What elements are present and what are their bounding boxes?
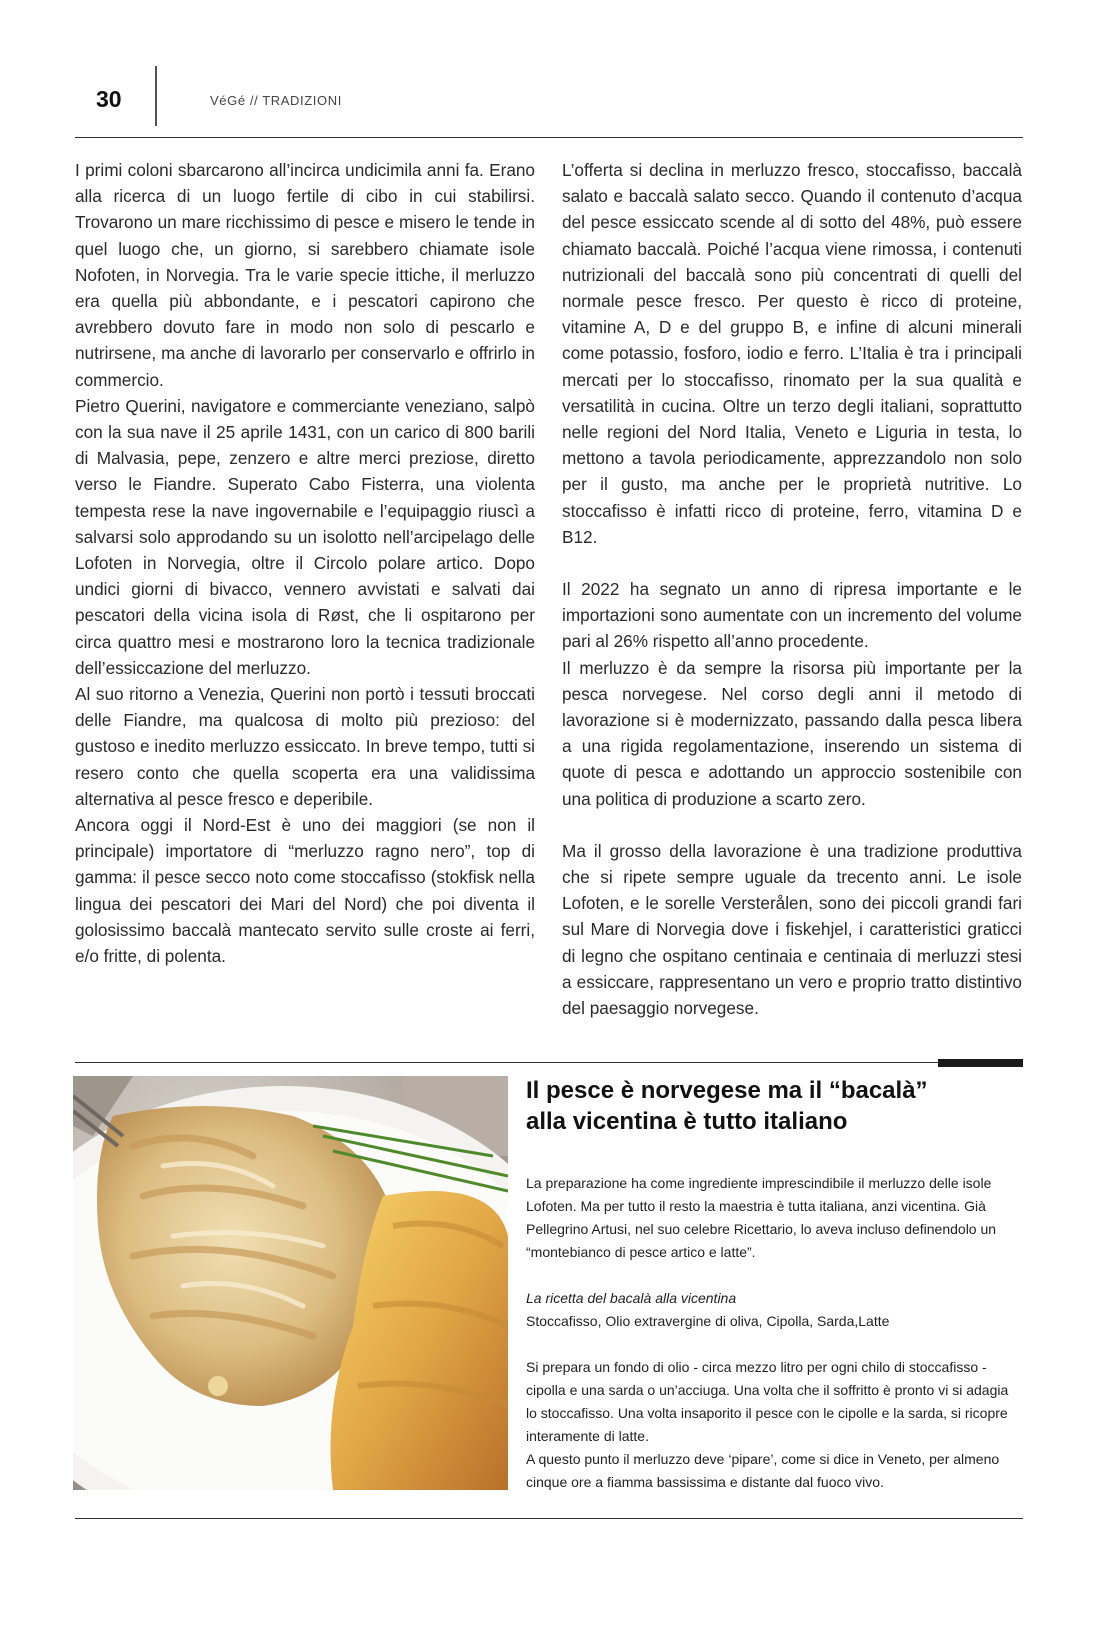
article-paragraph: Il 2022 ha segnato un anno di ripresa importante e le importazioni sono aumentate con un incremento del volume pari al 26% rispetto all’anno procedente. <box>562 579 1022 652</box>
article-column-right <box>562 157 1022 1021</box>
page-number: 30 <box>96 86 122 112</box>
recipe-title: La ricetta del bacalà alla vicentina <box>526 1290 737 1306</box>
article-column-left <box>75 157 535 969</box>
section-tag: VéGé // TRADIZIONI <box>210 93 342 108</box>
box-top-rule <box>75 1062 1023 1063</box>
box-title-line: Il pesce è norvegese ma il “bacalà” <box>526 1077 928 1104</box>
header-divider <box>155 66 157 126</box>
article-paragraph: Al suo ritorno a Venezia, Querini non portò i tessuti broccati delle Fiandre, ma qualcosa di molto più prezioso: del gustoso e inedito merluzzo essiccato. In breve tempo, tutti si resero conto che quella scoperta era una validissima alternativa al pesce fresco e deperibile. <box>75 684 535 809</box>
box-text <box>526 1172 1023 1494</box>
recipe-method: A questo punto il merluzzo deve ‘pipare’, come si dice in Veneto, per almeno cinque ore a fiamma bassissima e distante dal fuoco vivo. <box>526 1451 1000 1490</box>
box-title <box>526 1075 996 1137</box>
article-paragraph: I primi coloni sbarcarono all’incirca undicimila anni fa. Erano alla ricerca di un luogo fertile di cibo in cui stabilirsi. Trovarono un mare ricchissimo di pesce e misero le tende in quel luogo che, un giorno, si sarebbero chiamate isole Nofoten, in Norvegia. Tra le varie specie ittiche, il merluzzo era quella più abbondante, e i pescatori capirono che avrebbero dovuto fare in modo non solo di pescarlo e nutrirsene, ma anche di lavorarlo per conservarlo e offrirlo in commercio. <box>75 160 535 390</box>
box-accent-bar <box>938 1059 1023 1067</box>
box-title-line: alla vicentina è tutto italiano <box>526 1108 848 1135</box>
article-paragraph: L’offerta si declina in merluzzo fresco, stoccafisso, baccalà salato e baccalà salato secco. Quando il contenuto d’acqua del pesce essiccato scende al di sotto del 48%, può essere chiamato baccalà. Poiché l’acqua viene rimossa, i contenuti nutrizionali del baccalà sono più concentrati di quelli del normale pesce fresco. Per questo è ricco di proteine, vitamine A, D e del gruppo B, e infine di alcuni minerali come potassio, fosforo, iodio e ferro. L’Italia è tra i principali mercati per lo stoccafisso, rinomato per la sua qualità e versatilità in cucina. Oltre un terzo degli italiani, soprattutto nelle regioni del Nord Italia, Veneto e Liguria in testa, lo mettono a tavola periodicamente, apprezzandolo non solo per il gusto, ma anche per le proprietà nutritive. Lo stoccafisso è infatti ricco di proteine, ferro, vitamina D e B12. <box>562 160 1022 547</box>
box-bottom-rule <box>75 1518 1023 1519</box>
article-paragraph: Pietro Querini, navigatore e commerciante veneziano, salpò con la sua nave il 25 aprile 1431, con un carico di 800 barili di Malvasia, pepe, zenzero e altre merci preziose, diretto verso le Fiandre. Superato Cabo Fisterra, una violenta tempesta rese la nave ingovernabile e l’equipaggio riuscì a salvarsi solo approdando su un isolotto nell’arcipelago delle Lofoten in Norvegia, oltre il Circolo polare artico. Dopo undici giorni di bivacco, vennero avvistati e salvati dai pescatori della vicina isola di Røst, che li ospitarono per circa quattro mesi e mostrarono loro la tecnica tradizionale dell’essiccazione del merluzzo. <box>75 395 535 678</box>
recipe-ingredients: Stoccafisso, Olio extravergine di oliva, Cipolla, Sarda,Latte <box>526 1313 890 1329</box>
recipe-method: Si prepara un fondo di olio - circa mezzo litro per ogni chilo di stoccafisso - cipolla e una sarda o un’acciuga. Una volta che il soffritto è pronto vi si adagia lo stoccafisso. Una volta insaporito il pesce con le cipolle e la sarda, si ricopre interamente di latte. <box>526 1359 1009 1444</box>
article-paragraph: Il merluzzo è da sempre la risorsa più importante per la pesca norvegese. Nel corso degli anni il metodo di lavorazione si è modernizzato, passando dalla pesca libera a una rigida regolamentazione, inserendo un sistema di quote di pesca e adottando un approccio sostenibile con una politica di produzione a scarto zero. <box>562 657 1022 809</box>
article-paragraph: Ancora oggi il Nord-Est è uno dei maggiori (se non il principale) importatore di “merluzzo ragno nero”, top di gamma: il pesce secco noto come stoccafisso (stokfisk nella lingua dei pescatori dei Mari del Nord) che poi diventa il golosissimo baccalà mantecato servito sulle croste ai ferri, e/o fritte, di polenta. <box>75 815 535 967</box>
top-rule <box>75 137 1023 138</box>
dish-photo <box>73 1076 508 1490</box>
box-intro: La preparazione ha come ingrediente imprescindibile il merluzzo delle isole Lofoten. Ma per tutto il resto la maestria è tutta italiana, anzi vicentina. Già Pellegrino Artusi, nel suo celebre Ricettario, lo aveva incluso definendolo un “montebianco di pesce artico e latte”. <box>526 1175 997 1260</box>
article-paragraph: Ma il grosso della lavorazione è una tradizione produttiva che si ripete sempre uguale da trecento anni. Le isole Lofoten, e le sorelle Versterålen, sono dei piccoli grandi fari sul Mare di Norvegia dove i fiskehjel, i caratteristici graticci di legno che ospitano centinaia e centinaia di merluzzi stesi a essiccare, rappresentano un vero e proprio tratto distintivo del paesaggio norvegese. <box>562 840 1022 1019</box>
